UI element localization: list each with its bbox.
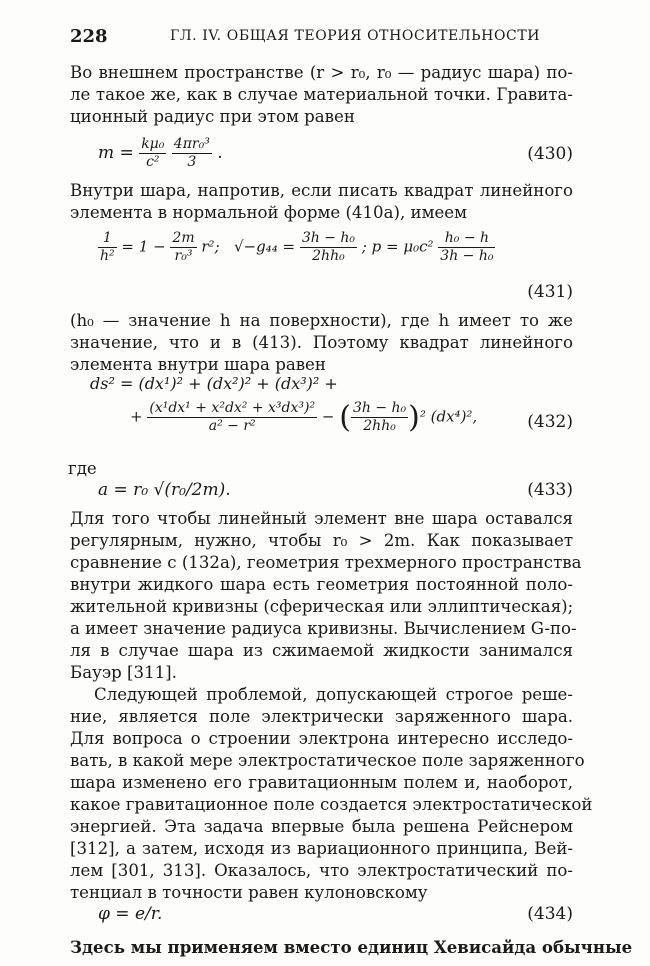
equation-434 bbox=[70, 904, 573, 930]
text-line: элемента внутри шара равен bbox=[70, 355, 326, 374]
equation-433 bbox=[70, 478, 573, 506]
page-header bbox=[70, 26, 582, 50]
eq430-lhs: m = bbox=[98, 143, 134, 163]
eq431-f3-num: 3h − h₀ bbox=[301, 230, 356, 246]
text-line: значение, что и в (413). Поэтому квадрат линейного bbox=[70, 333, 573, 352]
equation-number: (432) bbox=[527, 412, 573, 432]
eq433-formula: a = r₀ √(r₀/2m). bbox=[98, 480, 231, 500]
eq430-num1: kμ₀ bbox=[141, 136, 165, 152]
equation-number: (430) bbox=[527, 144, 573, 164]
eq432-line1: ds² = (dx¹)² + (dx²)² + (dx³)² + bbox=[90, 374, 338, 393]
equation-430 bbox=[70, 128, 573, 178]
text-line: сравнение с (132а), геометрия трехмерного пространства bbox=[70, 553, 582, 572]
text-line: (h₀ — значение h на поверхности), где h имеет то же bbox=[70, 311, 573, 330]
text-line: Во внешнем пространстве (r > r₀, r₀ — радиус шара) по- bbox=[70, 63, 573, 82]
eq431-f1-den: h² bbox=[100, 248, 115, 264]
equation-number: (431) bbox=[527, 282, 573, 302]
text-line: [312], а затем, исходя из вариационного принципа, Вей- bbox=[70, 839, 573, 858]
eq432-f2-num: 3h − h₀ bbox=[352, 400, 407, 416]
text-line: Для того чтобы линейный элемент вне шара оставался bbox=[70, 509, 573, 528]
eq434-formula: φ = e/r. bbox=[98, 904, 163, 924]
gde-word: где bbox=[68, 459, 97, 478]
text-line: Бауэр [311]. bbox=[70, 663, 177, 682]
eq431-f3-den: 2hh₀ bbox=[312, 248, 345, 264]
text-line: Для вопроса о строении электрона интересно исследо- bbox=[70, 729, 573, 748]
eq431-f2-num: 2m bbox=[172, 230, 195, 246]
equation-432: ds² = (dx¹)² + (dx²)² + (dx³)² + + $\frac{\text{(x¹dx¹ + x²dx² + x³dx³)²}}{\text{a² − r²}}$ − ( $\frac{\text{3h − h₀}}{\text{2hh₀}}$ )² (dx⁴)², (432) bbox=[90, 374, 573, 435]
eq431-f2-den: r₀³ bbox=[174, 248, 193, 264]
eq432-tail: ² (dx⁴)², bbox=[419, 407, 478, 426]
eq431-f4-num: h₀ − h bbox=[438, 230, 495, 248]
text-line: Здесь мы применяем вместо единиц Хевисайда обычные bbox=[70, 937, 633, 957]
eq431-fraction-3 bbox=[300, 230, 357, 265]
text-line: энергией. Эта задача впервые была решена Рейснером bbox=[70, 817, 573, 836]
text-line: ционный радиус при этом равен bbox=[70, 107, 355, 126]
eq432-fraction-2 bbox=[351, 400, 408, 435]
eq430-num2: 4πr₀³ bbox=[173, 136, 210, 152]
eq432-minus: − bbox=[321, 407, 335, 426]
eq432-fraction-1 bbox=[147, 400, 317, 435]
eq430-den1: c² bbox=[146, 154, 160, 170]
text-line: какое гравитационное поле создается электростатической bbox=[70, 795, 593, 814]
eq431-sqrt: √−g₄₄ = bbox=[233, 237, 296, 256]
eq430-fraction-2 bbox=[172, 136, 212, 171]
text-line: Внутри шара, напротив, если писать квадрат линейного bbox=[70, 181, 573, 200]
eq432-f2-den: 2hh₀ bbox=[363, 418, 396, 434]
running-head: ГЛ. IV. ОБЩАЯ ТЕОРИЯ ОТНОСИТЕЛЬНОСТИ bbox=[170, 28, 541, 44]
eq431-fraction-1 bbox=[98, 230, 117, 265]
eq431-fraction-4 bbox=[438, 230, 495, 265]
eq431-mid2: r²; bbox=[201, 237, 220, 256]
text-line: ние, является поле электрически заряженного шара. bbox=[70, 707, 573, 726]
eq432-plus: + bbox=[130, 407, 143, 426]
text-line: Следующей проблемой, допускающей строгое реше- bbox=[94, 685, 573, 704]
eq430-tail: . bbox=[217, 143, 223, 163]
eq431-p: ; p = μ₀c² bbox=[361, 237, 434, 256]
eq431-fraction-2 bbox=[170, 230, 196, 265]
text-line: внутри жидкого шара есть геометрия постоянной поло- bbox=[70, 575, 573, 594]
text-line: шара изменено его гравитационным полем и, наоборот, bbox=[70, 773, 573, 792]
eq431-f4-den: 3h − h₀ bbox=[440, 248, 494, 264]
text-line: жительной кривизны (сферическая или эллиптическая); bbox=[70, 597, 574, 616]
eq430-den2: 3 bbox=[187, 154, 197, 170]
text-line: тенциал в точности равен кулоновскому bbox=[70, 883, 428, 902]
text-line: ле такое же, как в случае материальной точки. Гравита- bbox=[70, 85, 573, 104]
eq431-f1-num: 1 bbox=[98, 230, 117, 248]
eq430-fraction-1 bbox=[139, 136, 166, 171]
equation-number: (434) bbox=[527, 904, 573, 924]
eq432-f1-num: (x¹dx¹ + x²dx² + x³dx³)² bbox=[149, 400, 316, 416]
page-number: 228 bbox=[70, 26, 108, 47]
text-line: вать, в какой мере электростатическое поле заряженного bbox=[70, 751, 585, 770]
eq431-mid1: = 1 − bbox=[121, 237, 166, 256]
equation-number: (433) bbox=[527, 480, 573, 500]
text-line: регулярным, нужно, чтобы r₀ > 2m. Как показывает bbox=[70, 531, 573, 550]
equation-431 bbox=[70, 226, 573, 306]
eq432-f1-den: a² − r² bbox=[208, 418, 256, 434]
text-line: лем [301, 313]. Оказалось, что электростатический по- bbox=[70, 861, 573, 880]
text-line: ля в случае шара из сжимаемой жидкости занимался bbox=[70, 641, 573, 660]
text-line: a имеет значение радиуса кривизны. Вычислением G-по- bbox=[70, 619, 577, 638]
text-line: элемента в нормальной форме (410а), имеем bbox=[70, 203, 468, 222]
